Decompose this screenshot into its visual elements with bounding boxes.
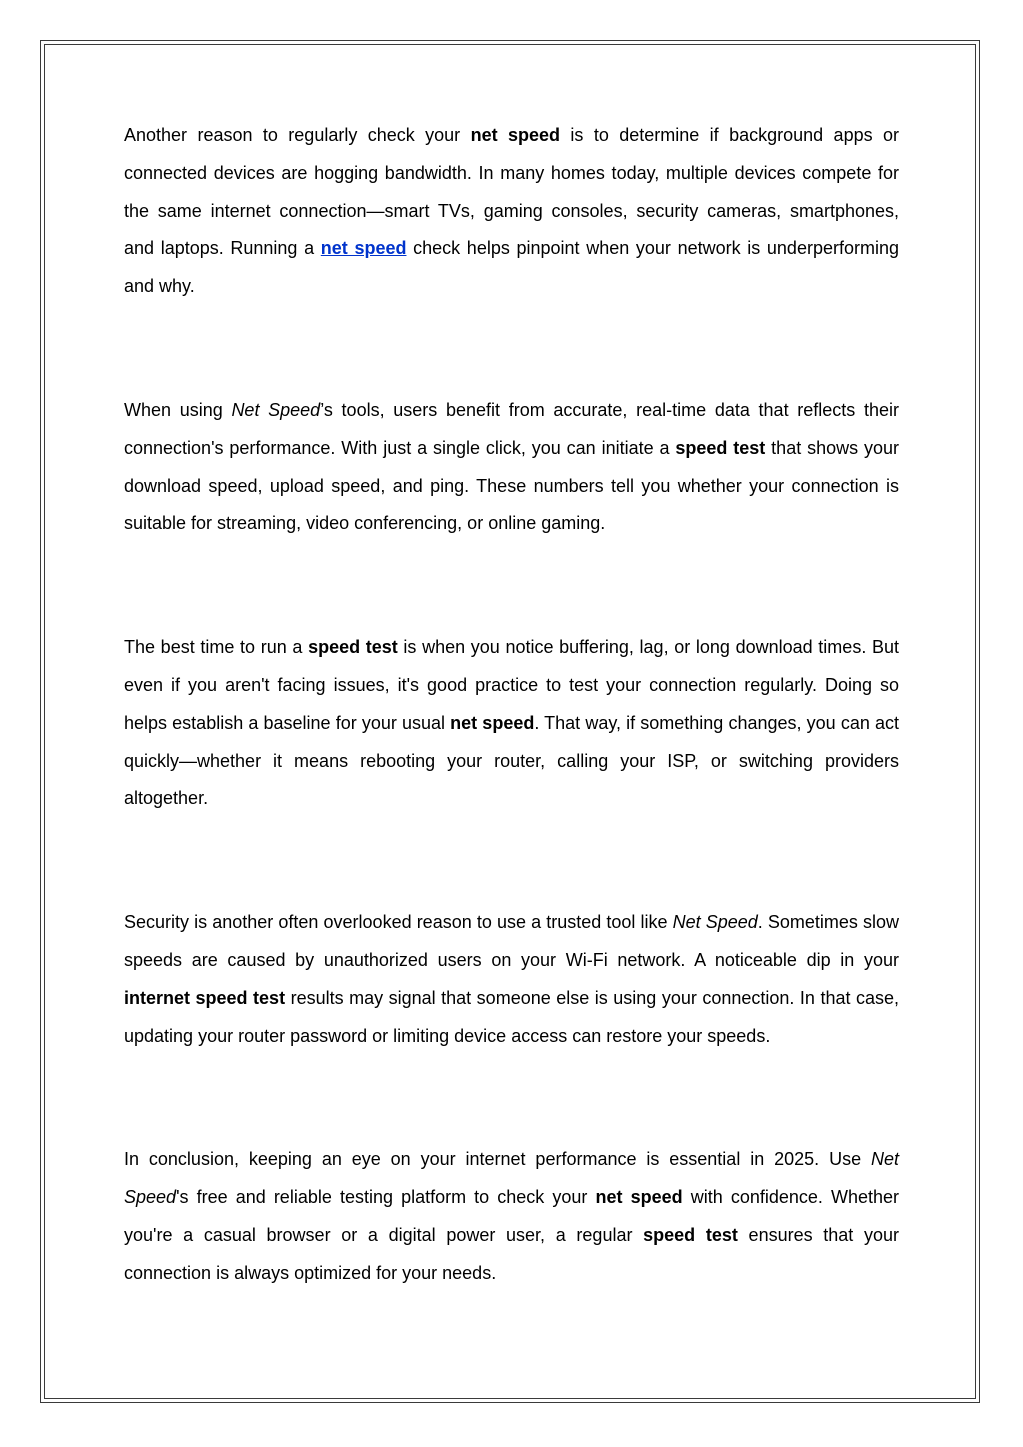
- document-body: [124, 117, 899, 1293]
- paragraph-bandwidth: [124, 117, 899, 306]
- paragraph-text: In conclusion, keeping an eye on your internet performance is essential in 2025. Use: [124, 1149, 871, 1170]
- paragraph-tools: [124, 392, 899, 543]
- italic-phrase: Net Speed: [231, 399, 321, 420]
- paragraph-text: When using: [124, 399, 232, 420]
- bold-phrase: net speed: [450, 712, 535, 733]
- paragraph-text: Another reason to regularly check your: [124, 125, 471, 145]
- bold-phrase: speed test: [675, 437, 766, 458]
- bold-phrase: net speed: [470, 125, 561, 145]
- paragraph-text: The best time to run a: [124, 637, 309, 658]
- paragraph-conclusion: [124, 1141, 899, 1292]
- paragraph-text: . Sometimes slow speeds are caused by unauthorized users on your Wi-Fi network. A noticeable dip in your: [124, 912, 899, 970]
- net-speed-link[interactable]: net speed: [320, 238, 407, 259]
- paragraph-text: 's free and reliable testing platform to check your: [176, 1187, 596, 1208]
- italic-phrase: Net Speed: [672, 912, 758, 933]
- paragraph-text: that shows your download speed, upload speed, and ping. These numbers tell you whether your connection is suitable for streaming, video conferencing, or online gaming.: [124, 437, 899, 534]
- bold-phrase: speed test: [643, 1224, 738, 1245]
- bold-phrase: speed test: [308, 637, 398, 658]
- italic-phrase: Net Speed: [124, 1149, 899, 1208]
- paragraph-security: [124, 904, 899, 1055]
- paragraph-text: results may signal that someone else is using your connection. In that case, updating your router password or limiting device access can restore your speeds.: [124, 987, 899, 1046]
- paragraph-text: with confidence. Whether you're a casual browser or a digital power user, a regular: [124, 1187, 899, 1245]
- paragraph-text: is when you notice buffering, lag, or long download times. But even if you aren't facing issues, it's good practice to test your connection regularly. Doing so helps establish a baseline for your usual: [124, 637, 899, 733]
- paragraph-text: check helps pinpoint when your network is underperforming and why.: [124, 238, 899, 297]
- bold-phrase: net speed: [595, 1187, 683, 1208]
- bold-phrase: internet speed test: [124, 987, 286, 1008]
- paragraph-text: ensures that your connection is always optimized for your needs.: [124, 1224, 899, 1283]
- paragraph-text: Security is another often overlooked reason to use a trusted tool like: [124, 912, 673, 933]
- paragraph-text: . That way, if something changes, you can act quickly—whether it means rebooting your router, calling your ISP, or switching providers altogether.: [124, 712, 899, 809]
- paragraph-text: ’s tools, users benefit from accurate, real-time data that reflects their connection's performance. With just a single click, you can initiate a: [124, 399, 899, 458]
- paragraph-text: is to determine if background apps or connected devices are hogging bandwidth. In many homes today, multiple devices compete for the same internet connection—smart TVs, gaming consoles, security cameras, smartphones, and laptops. Running a: [124, 125, 899, 259]
- paragraph-best-time: [124, 629, 899, 818]
